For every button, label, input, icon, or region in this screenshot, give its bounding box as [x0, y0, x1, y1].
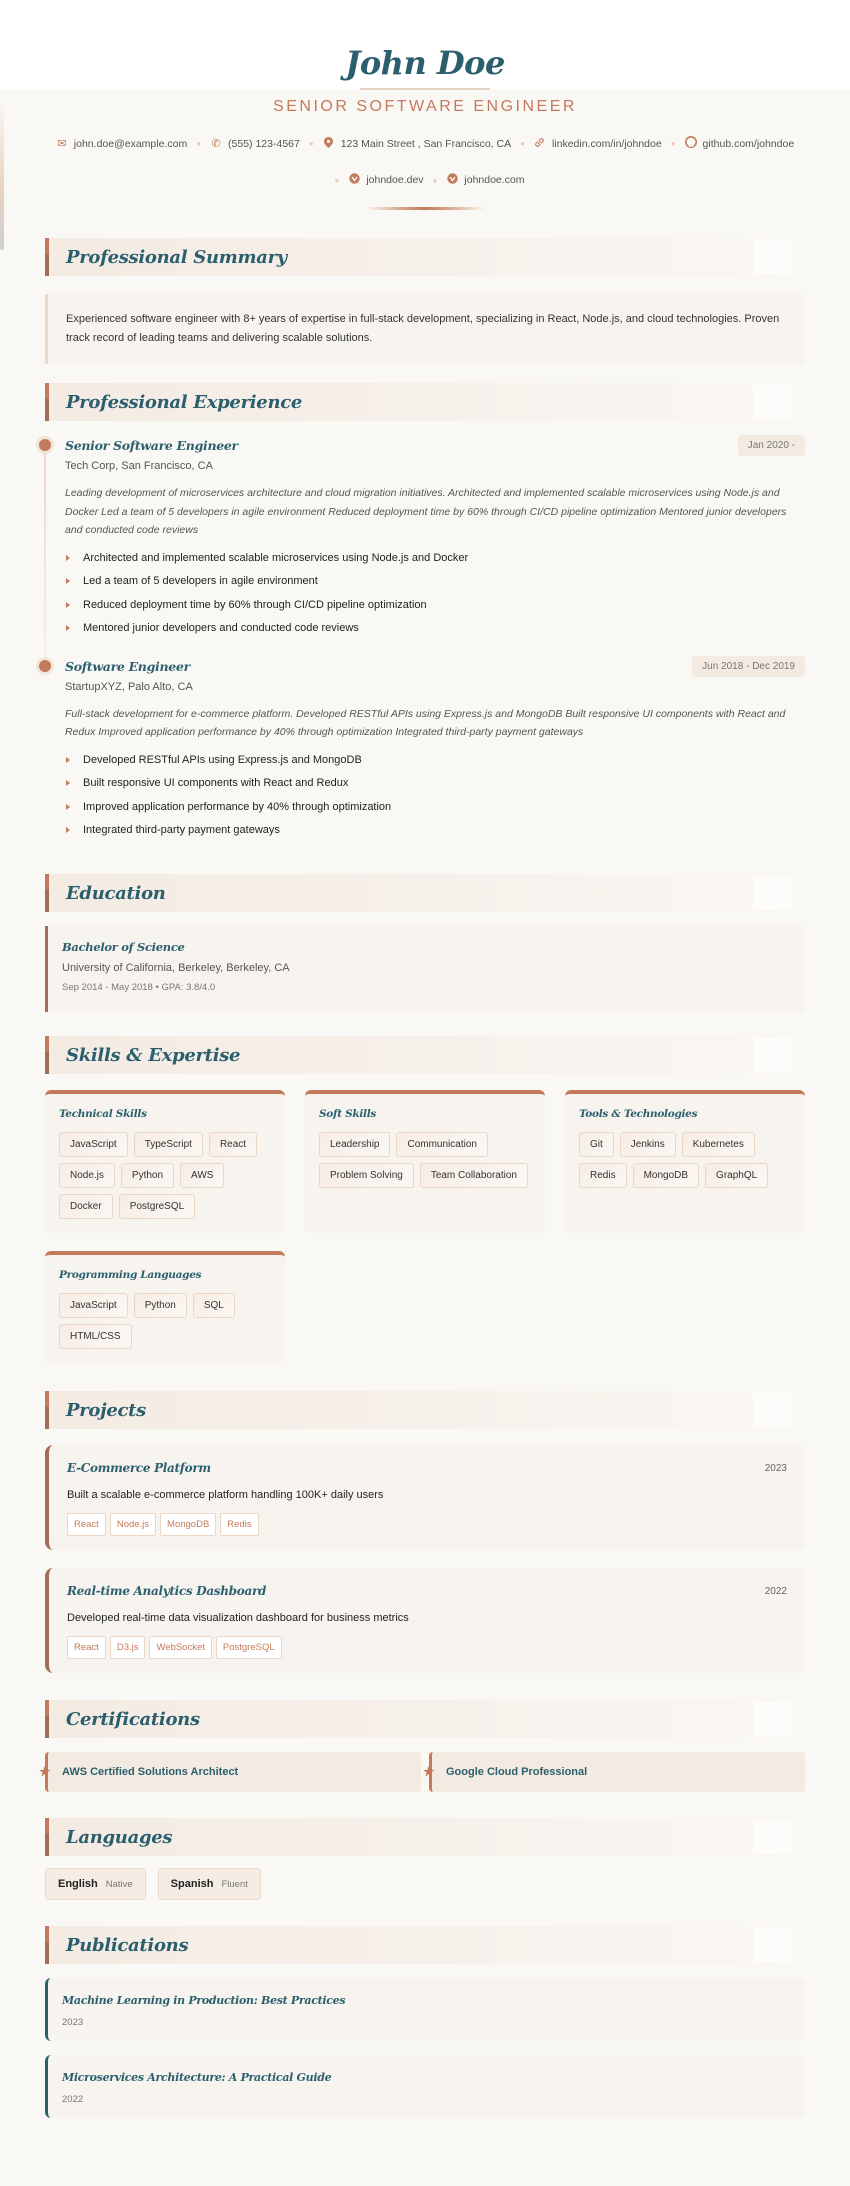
skill-group-tools	[565, 1090, 805, 1233]
job-title: Software Engineer	[65, 658, 190, 674]
skill-tag: JavaScript	[59, 1132, 128, 1157]
separator-dot: ●	[196, 139, 202, 148]
skill-tag: Communication	[396, 1132, 487, 1157]
project-year: 2023	[764, 1462, 787, 1474]
publication-title: Microservices Architecture: A Practical Guide	[62, 2071, 332, 2084]
job-title-heading: SENIOR SOFTWARE ENGINEER	[273, 98, 577, 115]
tech-tag: React	[67, 1636, 106, 1659]
skill-tag: Node.js	[59, 1163, 115, 1188]
star-icon: ★	[423, 1764, 435, 1779]
heading-decoration	[753, 385, 793, 419]
job-title: Senior Software Engineer	[65, 438, 238, 453]
person-name: John Doe	[345, 44, 505, 82]
achievement-item: Led a team of 5 developers in agile environment	[65, 573, 805, 597]
skills-grid	[45, 1090, 805, 1363]
achievement-list	[65, 752, 805, 846]
heading-decoration	[753, 1820, 793, 1854]
experience-section	[45, 383, 805, 846]
heading-decoration	[753, 1038, 793, 1072]
certification-item	[423, 1752, 805, 1792]
language-level: Native	[105, 1879, 133, 1890]
contact-email-text: john.doe@example.com	[73, 137, 188, 150]
project-year: 2022	[764, 1585, 787, 1597]
section-title: Professional Summary	[66, 246, 287, 268]
star-icon: ★	[39, 1764, 51, 1779]
contact-email[interactable]	[56, 136, 187, 151]
skill-tag: Python	[134, 1293, 187, 1318]
languages-section	[45, 1818, 805, 1900]
skill-group-title: Tools & Technologies	[579, 1108, 698, 1120]
contact-github-text: github.com/johndoe	[702, 137, 795, 150]
certifications-section	[39, 1700, 805, 1792]
contact-website-com-text: johndoe.com	[464, 174, 525, 186]
degree-title: Bachelor of Science	[62, 940, 185, 954]
section-heading-projects	[45, 1391, 805, 1429]
skill-group-title: Soft Skills	[319, 1108, 377, 1120]
separator-dot: ●	[334, 175, 340, 185]
achievement-item: Improved application performance by 40% through optimization	[65, 799, 805, 823]
skill-tag: Python	[121, 1163, 174, 1188]
skill-tag: AWS	[180, 1163, 224, 1188]
language-name: English	[58, 1878, 98, 1890]
heading-decoration	[753, 876, 793, 910]
separator-dot: ●	[308, 139, 314, 148]
achievement-list	[65, 550, 805, 644]
timeline-line	[44, 453, 46, 658]
tech-tag: Node.js	[110, 1513, 156, 1536]
skill-tag: PostgreSQL	[119, 1194, 195, 1219]
certification-name: AWS Certified Solutions Architect	[62, 1766, 239, 1778]
language-item	[158, 1868, 261, 1900]
summary-text: Experienced software engineer with 8+ years of expertise in full-stack development, specializing in React, Node.js, and cloud technologies. Proven track record of leading teams and delivering scalable solutions.	[45, 294, 805, 364]
skill-tag: MongoDB	[633, 1163, 699, 1188]
certification-item	[39, 1752, 421, 1792]
skill-tag: Leadership	[319, 1132, 390, 1157]
education-item	[45, 926, 805, 1012]
language-name: Spanish	[170, 1878, 214, 1890]
resume-header	[0, 0, 850, 90]
skill-group-title: Technical Skills	[59, 1108, 147, 1120]
tech-tag: PostgreSQL	[216, 1636, 282, 1659]
publication-title: Machine Learning in Production: Best Practices	[62, 1994, 346, 2007]
header-accent-divider	[365, 207, 485, 210]
heading-decoration	[753, 240, 793, 274]
globe-icon	[348, 173, 360, 187]
company-location: StartupXYZ, Palo Alto, CA	[65, 680, 193, 693]
section-title: Publications	[66, 1934, 189, 1956]
skill-group-technical	[45, 1090, 285, 1233]
separator-dot: ●	[432, 175, 438, 185]
contact-phone-text: (555) 123-4567	[228, 137, 300, 150]
job-description: Full-stack development for e-commerce platform. Developed RESTful APIs using Express.js and MongoDB Built responsive UI components with React and Redux Improved application performance by 40% through optimization Integrated third-party payment gateways	[65, 707, 786, 738]
project-description: Developed real-time data visualization dashboard for business metrics	[67, 1612, 409, 1624]
skill-group-soft	[305, 1090, 545, 1233]
section-title: Projects	[66, 1399, 146, 1421]
publication-year: 2023	[62, 2017, 84, 2028]
contact-linkedin[interactable]	[534, 136, 662, 151]
section-title: Skills & Expertise	[66, 1044, 241, 1066]
skill-tag: Git	[579, 1132, 614, 1157]
header-details	[0, 90, 850, 210]
experience-item	[45, 435, 805, 644]
tech-tag: Redis	[220, 1513, 258, 1536]
date-badge: Jan 2020 -	[738, 435, 805, 456]
publication-item	[45, 2055, 805, 2118]
skill-tag: HTML/CSS	[59, 1324, 132, 1349]
projects-section	[45, 1391, 805, 1673]
skill-tag: JavaScript	[59, 1293, 128, 1318]
language-item	[45, 1868, 146, 1900]
date-badge: Jun 2018 - Dec 2019	[692, 656, 805, 677]
skill-tag: SQL	[193, 1293, 235, 1318]
tech-tag: D3.js	[110, 1636, 146, 1659]
publication-year: 2022	[62, 2094, 84, 2105]
publications-section	[45, 1926, 805, 2118]
achievement-item: Built responsive UI components with React and Redux	[65, 775, 805, 799]
education-dates-gpa: Sep 2014 - May 2018 • GPA: 3.8/4.0	[62, 982, 216, 993]
heading-decoration	[753, 1393, 793, 1427]
section-heading-education	[45, 874, 805, 912]
contact-list	[45, 136, 805, 187]
project-card	[45, 1568, 805, 1673]
section-heading-languages	[45, 1818, 805, 1856]
job-description: Leading development of microservices architecture and cloud migration initiatives. Architected and implemented scalable microservices using Node.js and Docker Led a team of 5 developers in agile environment Reduced deployment time by 60% through CI/CD pipeline optimization Mentored junior developers and conducted code reviews	[65, 487, 787, 536]
skill-tag: TypeScript	[134, 1132, 203, 1157]
tech-tag: React	[67, 1513, 106, 1536]
section-title: Languages	[66, 1826, 173, 1848]
section-title: Certifications	[66, 1708, 200, 1730]
phone-icon: ✆	[211, 138, 221, 150]
section-heading-publications	[45, 1926, 805, 1964]
section-heading-skills	[45, 1036, 805, 1074]
achievement-item: Integrated third-party payment gateways	[65, 822, 805, 846]
map-pin-icon	[323, 137, 335, 151]
achievement-item: Reduced deployment time by 60% through CI/CD pipeline optimization	[65, 597, 805, 621]
school-name: University of California, Berkeley, Berkeley, CA	[62, 962, 290, 974]
heading-decoration	[753, 1702, 793, 1736]
contact-website-dev[interactable]	[348, 173, 423, 187]
skill-tag: Problem Solving	[319, 1163, 414, 1188]
skill-tag: Docker	[59, 1194, 113, 1219]
achievement-item: Developed RESTful APIs using Express.js and MongoDB	[65, 752, 805, 776]
achievement-item: Mentored junior developers and conducted code reviews	[65, 620, 805, 644]
section-title: Education	[66, 882, 166, 904]
skill-tag: GraphQL	[705, 1163, 768, 1188]
contact-website-dev-text: johndoe.dev	[366, 174, 424, 186]
language-level: Fluent	[221, 1879, 248, 1890]
tech-tag: MongoDB	[160, 1513, 216, 1536]
project-card	[45, 1445, 805, 1550]
skill-tag: Team Collaboration	[420, 1163, 528, 1188]
contact-github[interactable]	[685, 136, 795, 151]
skill-tag: Redis	[579, 1163, 627, 1188]
link-icon	[534, 137, 546, 151]
skill-tag: Kubernetes	[682, 1132, 755, 1157]
skill-tag: Jenkins	[620, 1132, 676, 1157]
section-title: Professional Experience	[66, 391, 303, 413]
project-name: E-Commerce Platform	[67, 1461, 211, 1475]
certification-list	[39, 1752, 805, 1792]
separator-dot: ●	[520, 139, 525, 148]
education-section	[45, 874, 805, 1012]
certification-name: Google Cloud Professional	[446, 1766, 588, 1778]
timeline-dot	[39, 439, 51, 451]
publication-item	[45, 1978, 805, 2041]
heading-decoration	[753, 1928, 793, 1962]
separator-dot: ●	[670, 139, 676, 148]
contact-linkedin-text: linkedin.com/in/johndoe	[551, 137, 662, 150]
skill-group-title: Programming Languages	[59, 1269, 202, 1281]
contact-website-com[interactable]	[446, 173, 524, 187]
timeline-dot	[39, 660, 51, 672]
github-icon	[685, 136, 697, 151]
section-heading-certifications	[45, 1700, 805, 1738]
section-heading-experience	[45, 383, 805, 421]
project-description: Built a scalable e-commerce platform handling 100K+ daily users	[67, 1489, 384, 1501]
experience-item	[45, 656, 805, 846]
globe-icon	[446, 173, 458, 187]
contact-address	[323, 136, 511, 151]
achievement-item: Architected and implemented scalable microservices using Node.js and Docker	[65, 550, 805, 574]
project-name: Real-time Analytics Dashboard	[67, 1584, 267, 1598]
contact-phone[interactable]	[210, 136, 300, 151]
envelope-icon: ✉	[57, 138, 67, 150]
skills-section	[45, 1036, 805, 1363]
summary-section	[45, 238, 805, 364]
section-heading-summary	[45, 238, 805, 276]
skill-tag: React	[209, 1132, 257, 1157]
tech-tag: WebSocket	[149, 1636, 211, 1659]
contact-address-text: 123 Main Street , San Francisco, CA	[340, 137, 512, 150]
skill-group-programming	[45, 1251, 285, 1363]
language-list	[45, 1868, 805, 1900]
company-location: Tech Corp, San Francisco, CA	[65, 460, 213, 472]
